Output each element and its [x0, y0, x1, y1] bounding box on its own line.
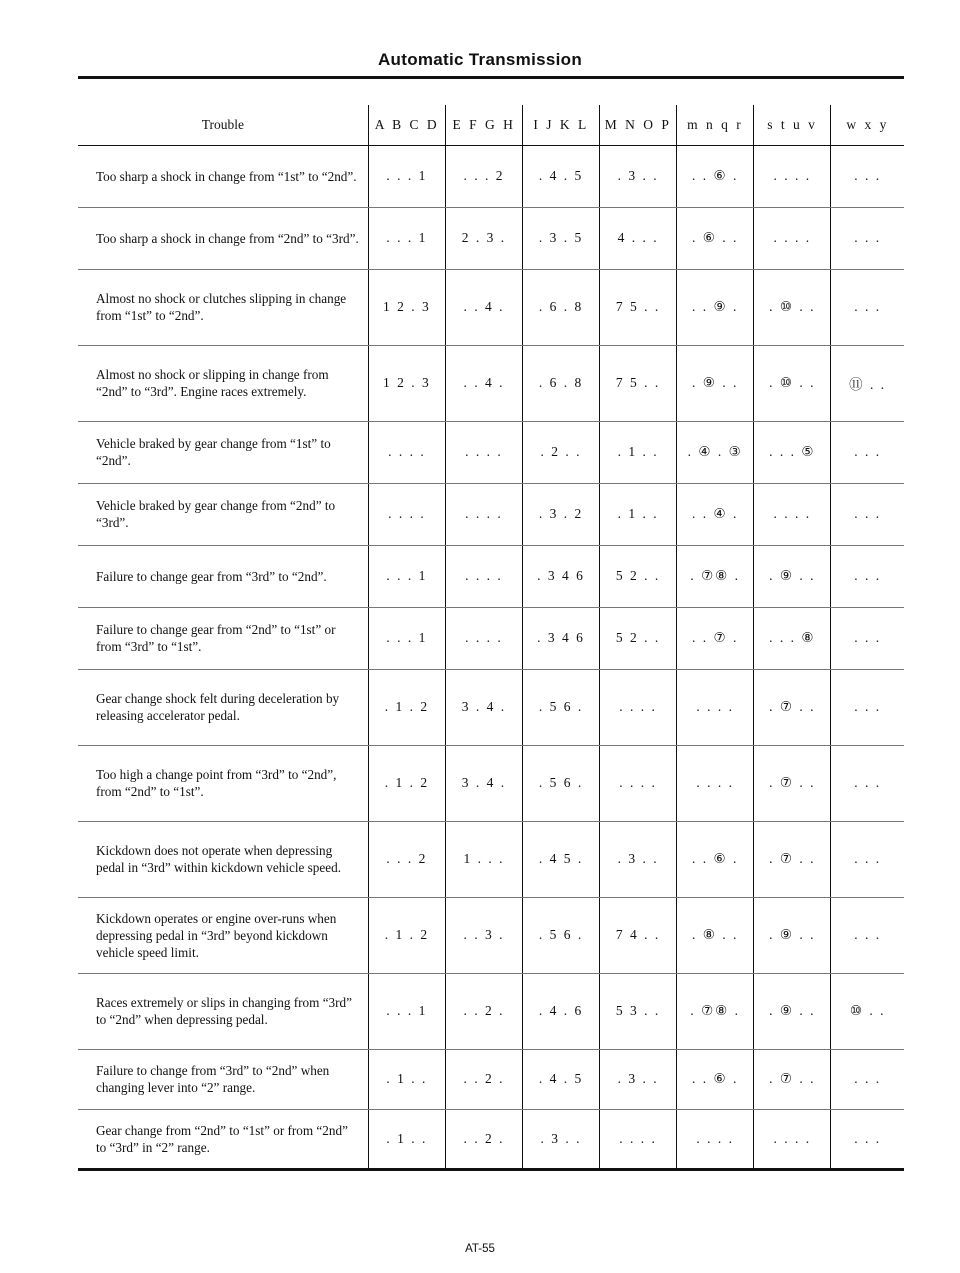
trouble-description: Vehicle braked by gear change from “1st” to “2nd”.	[78, 421, 368, 483]
column-header-trouble: Trouble	[78, 105, 368, 145]
table-row	[78, 145, 904, 207]
check-sequence-cell: . 1 . .	[368, 1049, 445, 1109]
column-header: w x y	[831, 105, 904, 145]
check-sequence-cell: . ⑧ . .	[677, 897, 754, 973]
check-sequence-cell: . ⑦ . .	[754, 1049, 831, 1109]
check-sequence-cell: . . . .	[677, 1109, 754, 1169]
check-sequence-cell: . 3 4 6	[523, 607, 600, 669]
check-sequence-cell: . 6 . 8	[523, 345, 600, 421]
check-sequence-cell: . 1 . 2	[368, 897, 445, 973]
check-sequence-cell: . . . .	[754, 207, 831, 269]
check-sequence-cell: . . . 1	[368, 207, 445, 269]
table-row	[78, 1049, 904, 1109]
check-sequence-cell: . 3 . 2	[523, 483, 600, 545]
check-sequence-cell: . ⑦ . .	[754, 745, 831, 821]
check-sequence-cell: . 1 . 2	[368, 745, 445, 821]
check-sequence-cell: 2 . 3 .	[445, 207, 522, 269]
check-sequence-cell: . ⑨ . .	[754, 545, 831, 607]
check-sequence-cell: . . . .	[600, 669, 677, 745]
check-sequence-cell: . . ⑦ .	[677, 607, 754, 669]
check-sequence-cell: . ⑥ . .	[677, 207, 754, 269]
check-sequence-cell: . . . .	[677, 745, 754, 821]
table-header-row	[78, 105, 904, 145]
check-sequence-cell: . . . 2	[368, 821, 445, 897]
page-title: Automatic Transmission	[377, 50, 583, 69]
check-sequence-cell: . . . .	[677, 669, 754, 745]
check-sequence-cell: . 5 6 .	[523, 669, 600, 745]
check-sequence-cell: . . .	[831, 269, 904, 345]
check-sequence-cell: . 1 . 2	[368, 669, 445, 745]
trouble-description: Almost no shock or slipping in change from “2nd” to “3rd”. Engine races extremely.	[78, 345, 368, 421]
check-sequence-cell: . . . .	[368, 421, 445, 483]
column-header: M N O P	[600, 105, 677, 145]
check-sequence-cell: . . . 1	[368, 973, 445, 1049]
check-sequence-cell: . 4 . 5	[523, 1049, 600, 1109]
trouble-description: Kickdown operates or engine over-runs when depressing pedal in “3rd” beyond kickdown vehicle speed limit.	[78, 897, 368, 973]
trouble-description: Kickdown does not operate when depressing pedal in “3rd” within kickdown vehicle speed.	[78, 821, 368, 897]
check-sequence-cell: 7 4 . .	[600, 897, 677, 973]
check-sequence-cell: . 3 . .	[523, 1109, 600, 1169]
check-sequence-cell: 7 5 . .	[600, 269, 677, 345]
column-header: s t u v	[754, 105, 831, 145]
check-sequence-cell: . 4 . 5	[523, 145, 600, 207]
check-sequence-cell: . . . .	[754, 145, 831, 207]
check-sequence-cell: . . . .	[368, 483, 445, 545]
check-sequence-cell: ⑪ . .	[831, 345, 904, 421]
check-sequence-cell: . . . ⑧	[754, 607, 831, 669]
check-sequence-cell: . . . .	[600, 745, 677, 821]
column-header: E F G H	[445, 105, 522, 145]
table-row	[78, 973, 904, 1049]
check-sequence-cell: . . .	[831, 1049, 904, 1109]
check-sequence-cell: . . . ⑤	[754, 421, 831, 483]
check-sequence-cell: . . .	[831, 207, 904, 269]
check-sequence-cell: . 1 . .	[600, 421, 677, 483]
check-sequence-cell: . 5 6 .	[523, 897, 600, 973]
trouble-description: Gear change shock felt during deceleration by releasing accelerator pedal.	[78, 669, 368, 745]
trouble-diagnosis-table	[78, 105, 904, 1171]
trouble-description: Almost no shock or clutches slipping in change from “1st” to “2nd”.	[78, 269, 368, 345]
check-sequence-cell: . 3 . .	[600, 821, 677, 897]
check-sequence-cell: . ④ . ③	[677, 421, 754, 483]
check-sequence-cell: . ⑦ . .	[754, 821, 831, 897]
check-sequence-cell: . 1 . .	[368, 1109, 445, 1169]
table-row	[78, 269, 904, 345]
check-sequence-cell: . . .	[831, 545, 904, 607]
check-sequence-cell: 5 2 . .	[600, 545, 677, 607]
trouble-description: Failure to change gear from “2nd” to “1st” or from “3rd” to “1st”.	[78, 607, 368, 669]
check-sequence-cell: . . 4 .	[445, 345, 522, 421]
trouble-description: Races extremely or slips in changing from “3rd” to “2nd” when depressing pedal.	[78, 973, 368, 1049]
check-sequence-cell: . . .	[831, 897, 904, 973]
check-sequence-cell: . . ⑥ .	[677, 1049, 754, 1109]
table-body	[78, 145, 904, 1169]
trouble-description: Failure to change from “3rd” to “2nd” when changing lever into “2” range.	[78, 1049, 368, 1109]
check-sequence-cell: . ⑦ . .	[754, 669, 831, 745]
table-row	[78, 1109, 904, 1169]
check-sequence-cell: . . . .	[754, 483, 831, 545]
check-sequence-cell: . 4 5 .	[523, 821, 600, 897]
check-sequence-cell: . . . .	[445, 421, 522, 483]
trouble-description: Vehicle braked by gear change from “2nd” to “3rd”.	[78, 483, 368, 545]
check-sequence-cell: 5 3 . .	[600, 973, 677, 1049]
check-sequence-cell: . . ⑥ .	[677, 821, 754, 897]
check-sequence-cell: 1 2 . 3	[368, 345, 445, 421]
check-sequence-cell: . . .	[831, 745, 904, 821]
check-sequence-cell: 5 2 . .	[600, 607, 677, 669]
check-sequence-cell: . . .	[831, 821, 904, 897]
table-row	[78, 745, 904, 821]
check-sequence-cell: . ⑦⑧ .	[677, 545, 754, 607]
check-sequence-cell: . 4 . 6	[523, 973, 600, 1049]
check-sequence-cell: . . . .	[445, 483, 522, 545]
trouble-description: Too sharp a shock in change from “1st” to “2nd”.	[78, 145, 368, 207]
table-row	[78, 821, 904, 897]
check-sequence-cell: . . 2 .	[445, 973, 522, 1049]
check-sequence-cell: . 3 . .	[600, 145, 677, 207]
table-row	[78, 421, 904, 483]
check-sequence-cell: . . ⑥ .	[677, 145, 754, 207]
check-sequence-cell: . . . 1	[368, 145, 445, 207]
check-sequence-cell: . 3 . .	[600, 1049, 677, 1109]
check-sequence-cell: . . . 1	[368, 545, 445, 607]
check-sequence-cell: . . . 2	[445, 145, 522, 207]
trouble-description: Too sharp a shock in change from “2nd” to “3rd”.	[78, 207, 368, 269]
check-sequence-cell: ⑩ . .	[831, 973, 904, 1049]
table-row	[78, 607, 904, 669]
check-sequence-cell: . . .	[831, 669, 904, 745]
check-sequence-cell: . . .	[831, 607, 904, 669]
check-sequence-cell: . 3 4 6	[523, 545, 600, 607]
table-row	[78, 483, 904, 545]
check-sequence-cell: 7 5 . .	[600, 345, 677, 421]
trouble-description: Failure to change gear from “3rd” to “2nd”.	[78, 545, 368, 607]
check-sequence-cell: . . 2 .	[445, 1049, 522, 1109]
check-sequence-cell: . . . 1	[368, 607, 445, 669]
check-sequence-cell: . . .	[831, 483, 904, 545]
check-sequence-cell: . . .	[831, 1109, 904, 1169]
check-sequence-cell: 4 . . .	[600, 207, 677, 269]
check-sequence-cell: . 2 . .	[523, 421, 600, 483]
check-sequence-cell: . . ④ .	[677, 483, 754, 545]
check-sequence-cell: . . 2 .	[445, 1109, 522, 1169]
check-sequence-cell: . . . .	[445, 607, 522, 669]
table-row	[78, 545, 904, 607]
check-sequence-cell: . ⑨ . .	[677, 345, 754, 421]
check-sequence-cell: . . .	[831, 145, 904, 207]
trouble-description: Too high a change point from “3rd” to “2nd”, from “2nd” to “1st”.	[78, 745, 368, 821]
check-sequence-cell: . . . .	[445, 545, 522, 607]
table-row	[78, 669, 904, 745]
check-sequence-cell: . 5 6 .	[523, 745, 600, 821]
column-header: I J K L	[523, 105, 600, 145]
check-sequence-cell: . ⑩ . .	[754, 345, 831, 421]
check-sequence-cell: . ⑨ . .	[754, 897, 831, 973]
check-sequence-cell: . ⑨ . .	[754, 973, 831, 1049]
check-sequence-cell: 1 2 . 3	[368, 269, 445, 345]
header-rule	[78, 76, 904, 79]
check-sequence-cell: . ⑩ . .	[754, 269, 831, 345]
column-header: m n q r	[677, 105, 754, 145]
table-row	[78, 897, 904, 973]
check-sequence-cell: . 1 . .	[600, 483, 677, 545]
check-sequence-cell: . . 3 .	[445, 897, 522, 973]
check-sequence-cell: . . . .	[754, 1109, 831, 1169]
check-sequence-cell: 1 . . .	[445, 821, 522, 897]
page-number: AT-55	[465, 1243, 495, 1255]
check-sequence-cell: . 3 . 5	[523, 207, 600, 269]
check-sequence-cell: 3 . 4 .	[445, 669, 522, 745]
check-sequence-cell: . . .	[831, 421, 904, 483]
check-sequence-cell: . . 4 .	[445, 269, 522, 345]
trouble-description: Gear change from “2nd” to “1st” or from “2nd” to “3rd” in “2” range.	[78, 1109, 368, 1169]
check-sequence-cell: 3 . 4 .	[445, 745, 522, 821]
table-row	[78, 207, 904, 269]
column-header: A B C D	[368, 105, 445, 145]
check-sequence-cell: . . ⑨ .	[677, 269, 754, 345]
table-row	[78, 345, 904, 421]
check-sequence-cell: . . . .	[600, 1109, 677, 1169]
check-sequence-cell: . 6 . 8	[523, 269, 600, 345]
check-sequence-cell: . ⑦⑧ .	[677, 973, 754, 1049]
